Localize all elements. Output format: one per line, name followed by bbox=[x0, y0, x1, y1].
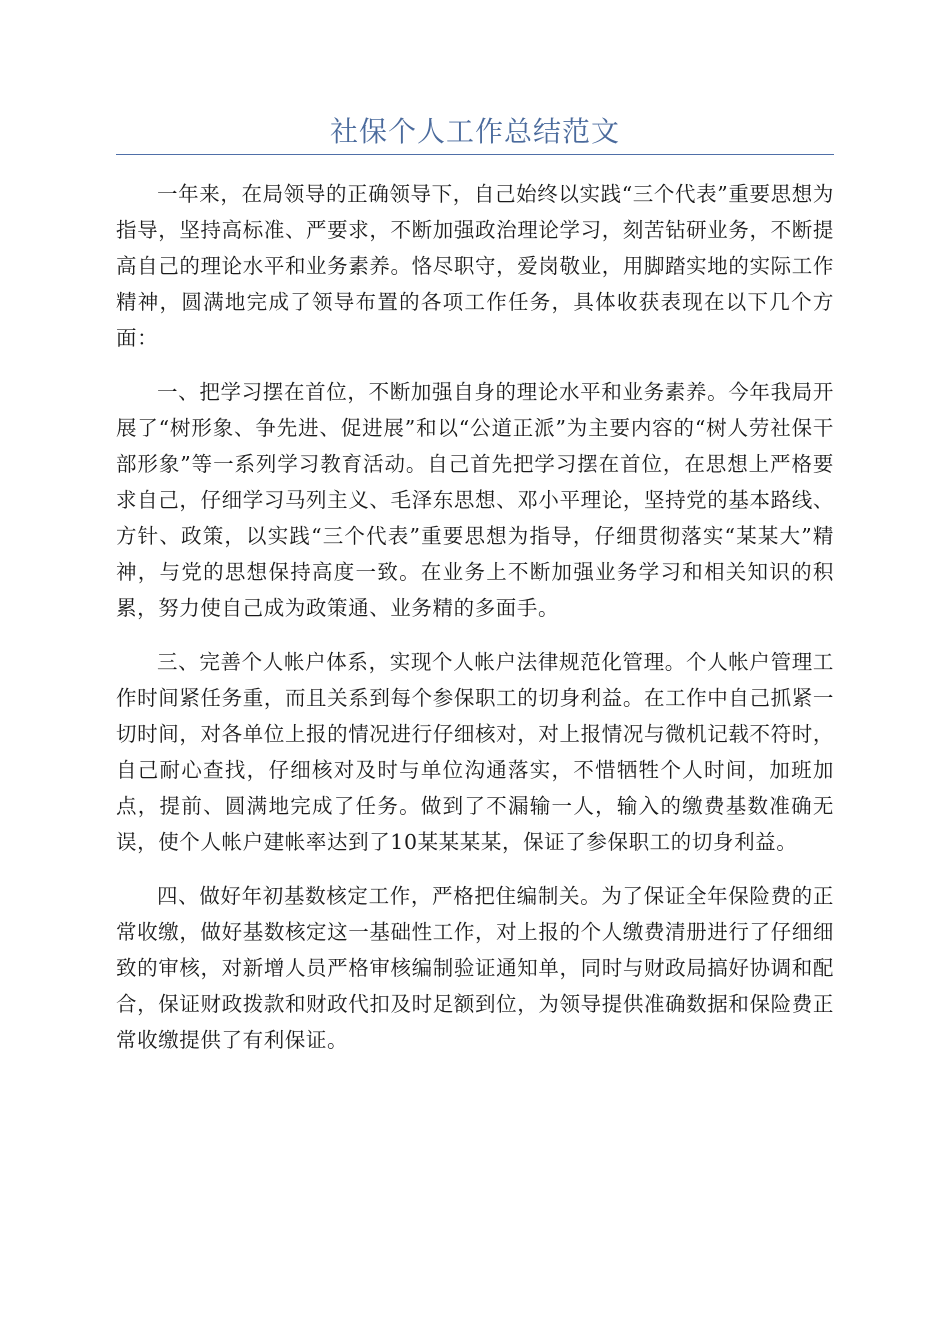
document-body bbox=[116, 176, 834, 1076]
paragraph-section-4: 四、做好年初基数核定工作，严格把住编制关。为了保证全年保险费的正常收缴，做好基数核定这一基础性工作，对上报的个人缴费清册进行了仔细细致的审核，对新增人员严格审核编制验证通知单，同时与财政局搞好协调和配合，保证财政拨款和财政代扣及时足额到位，为领导提供准确数据和保险费正常收缴提供了有利保证。 bbox=[116, 884, 834, 1052]
paragraph-section-1: 一、把学习摆在首位，不断加强自身的理论水平和业务素养。今年我局开展了“树形象、争先进、促进展”和以“公道正派”为主要内容的“树人劳社保干部形象”等一系列学习教育活动。自己首先把学习摆在首位，在思想上严格要求自己，仔细学习马列主义、毛泽东思想、邓小平理论，坚持党的基本路线、方针、政策，以实践“三个代表”重要思想为指导，仔细贯彻落实“某某大”精神，与党的思想保持高度一致。在业务上不断加强业务学习和相关知识的积累，努力使自己成为政策通、业务精的多面手。 bbox=[116, 380, 834, 620]
paragraph-section-3: 三、完善个人帐户体系，实现个人帐户法律规范化管理。个人帐户管理工作时间紧任务重，而且关系到每个参保职工的切身利益。在工作中自己抓紧一切时间，对各单位上报的情况进行仔细核对，对上报情况与微机记载不符时，自己耐心查找，仔细核对及时与单位沟通落实，不惜牺牲个人时间，加班加点，提前、圆满地完成了任务。做到了不漏输一人，输入的缴费基数准确无误，使个人帐户建帐率达到了10某某某某，保证了参保职工的切身利益。 bbox=[116, 650, 834, 854]
paragraph-intro: 一年来，在局领导的正确领导下，自己始终以实践“三个代表”重要思想为指导，坚持高标准、严要求，不断加强政治理论学习，刻苦钻研业务，不断提高自己的理论水平和业务素养。恪尽职守，爱岗敬业，用脚踏实地的实际工作精神，圆满地完成了领导布置的各项工作任务，具体收获表现在以下几个方面： bbox=[116, 182, 834, 350]
page-title: 社保个人工作总结范文 bbox=[329, 115, 620, 148]
title-divider bbox=[116, 154, 834, 155]
